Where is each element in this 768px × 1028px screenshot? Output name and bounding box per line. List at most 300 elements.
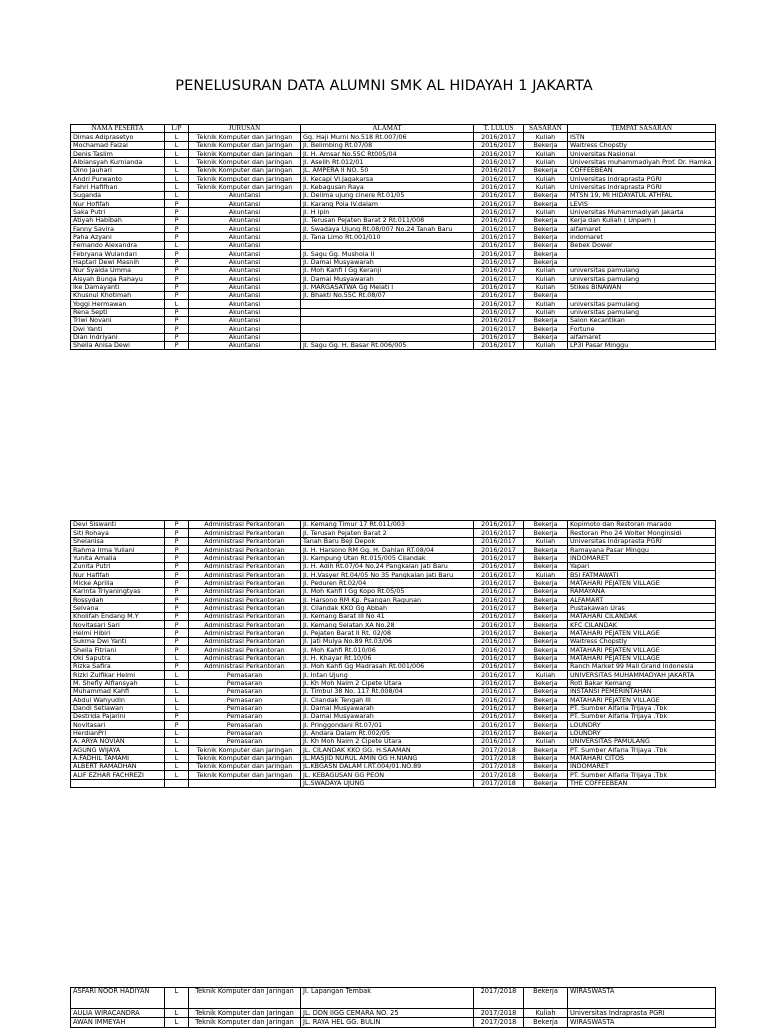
- cell-nama: Fahri Hafifhan: [71, 183, 165, 191]
- cell-tahun-lulus: 2016/2017: [474, 654, 524, 662]
- cell-sasaran: Bekerja: [524, 629, 568, 637]
- table-row: [71, 646, 716, 654]
- cell-lp: P: [165, 275, 189, 283]
- cell-nama: Nur Hofifah: [71, 200, 165, 208]
- cell-nama: Sheila Fitriani: [71, 646, 165, 654]
- cell-lp: P: [165, 325, 189, 333]
- cell-tahun-lulus: 2016/2017: [474, 141, 524, 149]
- cell-jurusan: Akuntansi: [189, 333, 301, 341]
- alumni-table-2: [70, 520, 716, 788]
- cell-tempat-sasaran: Stikes BINAWAN: [568, 283, 716, 291]
- cell-sasaran: Kuliah: [524, 208, 568, 216]
- cell-tahun-lulus: 2016/2017: [474, 571, 524, 579]
- cell-alamat: [301, 333, 474, 341]
- cell-tempat-sasaran: PT. Sumber Alfaria Trijaya .Tbk: [568, 771, 716, 779]
- cell-jurusan: Akuntansi: [189, 216, 301, 224]
- cell-sasaran: Kuliah: [524, 266, 568, 274]
- alumni-table-1: [70, 124, 716, 350]
- cell-tempat-sasaran: INDOMARET: [568, 554, 716, 562]
- cell-alamat: Jl. Lapangan Tembak: [301, 988, 474, 1009]
- cell-tahun-lulus: 2016/2017: [474, 325, 524, 333]
- cell-tempat-sasaran: alfamaret: [568, 333, 716, 341]
- cell-tahun-lulus: 2016/2017: [474, 200, 524, 208]
- table-row: [71, 250, 716, 258]
- cell-tahun-lulus: 2017/2018: [474, 1018, 524, 1027]
- cell-sasaran: Bekerja: [524, 166, 568, 174]
- cell-lp: P: [165, 200, 189, 208]
- cell-alamat: [301, 316, 474, 324]
- cell-jurusan: Teknik Komputer dan Jaringan: [189, 183, 301, 191]
- table-row: [71, 737, 716, 745]
- cell-lp: L: [165, 696, 189, 704]
- cell-alamat: JL. RAYA HEL GG. BULIN: [301, 1018, 474, 1027]
- cell-lp: P: [165, 225, 189, 233]
- table-row: [71, 266, 716, 274]
- cell-nama: Dian Indriyani: [71, 333, 165, 341]
- cell-lp: P: [165, 612, 189, 620]
- cell-tahun-lulus: 2016/2017: [474, 729, 524, 737]
- cell-alamat: Jl. Kemang Selatan XA No.28: [301, 621, 474, 629]
- cell-tempat-sasaran: WIRASWASTA: [568, 1018, 716, 1027]
- cell-nama: Karinta Triyaningtyas: [71, 587, 165, 595]
- cell-alamat: Jl. Sagu Gg. Mushola II: [301, 250, 474, 258]
- cell-nama: Mochamad Faizal: [71, 141, 165, 149]
- cell-jurusan: Administrasi Perkantoran: [189, 529, 301, 537]
- cell-tempat-sasaran: Universitas Nasional: [568, 150, 716, 158]
- cell-lp: P: [165, 233, 189, 241]
- cell-alamat: [301, 325, 474, 333]
- cell-tahun-lulus: 2016/2017: [474, 250, 524, 258]
- table-row: [71, 241, 716, 249]
- cell-alamat: JL. AMPERA II NO. 50: [301, 166, 474, 174]
- cell-alamat: Jl. Andara Dalam Rt.002/05: [301, 729, 474, 737]
- cell-alamat: Jl. Tana Limo Rt.001/010: [301, 233, 474, 241]
- cell-jurusan: Administrasi Perkantoran: [189, 629, 301, 637]
- cell-lp: L: [165, 241, 189, 249]
- header-lp: L/P: [165, 125, 189, 133]
- cell-jurusan: Administrasi Perkantoran: [189, 587, 301, 595]
- cell-tahun-lulus: 2017/2018: [474, 746, 524, 754]
- cell-tahun-lulus: 2016/2017: [474, 175, 524, 183]
- table-row: [71, 612, 716, 620]
- cell-jurusan: Pemasaran: [189, 696, 301, 704]
- cell-lp: P: [165, 571, 189, 579]
- table-row: [71, 150, 716, 158]
- cell-alamat: Jl. Timbul 38 No. 117 Rt.008/04: [301, 687, 474, 695]
- cell-sasaran: Bekerja: [524, 1018, 568, 1027]
- cell-alamat: Jl. Kh Moh Naim 2 Cipete Utara: [301, 737, 474, 745]
- cell-lp: L: [165, 183, 189, 191]
- cell-sasaran: Kuliah: [524, 158, 568, 166]
- cell-nama: Destrida Pajarini: [71, 712, 165, 720]
- cell-alamat: Jl. Damai Musyawarah: [301, 712, 474, 720]
- cell-tahun-lulus: 2016/2017: [474, 554, 524, 562]
- cell-tempat-sasaran: Universitas Indraprasta PGRI: [568, 183, 716, 191]
- cell-lp: L: [165, 166, 189, 174]
- cell-lp: P: [165, 529, 189, 537]
- cell-sasaran: Bekerja: [524, 596, 568, 604]
- cell-jurusan: Akuntansi: [189, 341, 301, 349]
- cell-nama: Rizki Zulfikar Helmi: [71, 671, 165, 679]
- cell-sasaran: Bekerja: [524, 241, 568, 249]
- cell-nama: Nur Hafifah: [71, 571, 165, 579]
- cell-sasaran: Kuliah: [524, 275, 568, 283]
- cell-lp: P: [165, 341, 189, 349]
- cell-tahun-lulus: 2016/2017: [474, 587, 524, 595]
- cell-lp: L: [165, 191, 189, 199]
- cell-lp: P: [165, 712, 189, 720]
- cell-tempat-sasaran: WIRASWASTA: [568, 988, 716, 1009]
- header-alamat: ALAMAT: [301, 125, 474, 133]
- cell-nama: Yunita Amalia: [71, 554, 165, 562]
- cell-jurusan: Pemasaran: [189, 737, 301, 745]
- table-row: [71, 208, 716, 216]
- cell-sasaran: Bekerja: [524, 291, 568, 299]
- cell-alamat: Jl. Kebagusan Raya: [301, 183, 474, 191]
- table-row: [71, 529, 716, 537]
- cell-jurusan: Teknik Komputer dan Jaringan: [189, 141, 301, 149]
- table-row: [71, 662, 716, 670]
- cell-nama: Helmi Hibiri: [71, 629, 165, 637]
- cell-sasaran: Bekerja: [524, 762, 568, 770]
- cell-lp: P: [165, 721, 189, 729]
- cell-tempat-sasaran: PT. Sumber Alfaria Trijaya .Tbk: [568, 704, 716, 712]
- table-row: [71, 216, 716, 224]
- cell-tempat-sasaran: PT. Sumber Alfaria Trijaya .Tbk: [568, 746, 716, 754]
- cell-tempat-sasaran: Pustakawan Uras: [568, 604, 716, 612]
- cell-tahun-lulus: 2016/2017: [474, 291, 524, 299]
- cell-lp: L: [165, 150, 189, 158]
- cell-sasaran: Bekerja: [524, 141, 568, 149]
- cell-sasaran: Bekerja: [524, 191, 568, 199]
- cell-alamat: Jl. Damai Musyawarah: [301, 258, 474, 266]
- cell-tahun-lulus: 2016/2017: [474, 266, 524, 274]
- cell-sasaran: Bekerja: [524, 562, 568, 570]
- cell-lp: L: [165, 1009, 189, 1018]
- cell-tempat-sasaran: Universitas Indraprasta PGRI: [568, 537, 716, 545]
- cell-nama: Nur Syaida Umma: [71, 266, 165, 274]
- cell-nama: Haptari Dewi Masnih: [71, 258, 165, 266]
- cell-alamat: Jl. Swadaya Ujung Rt.08/007 No.24 Tanah Baru: [301, 225, 474, 233]
- cell-lp: P: [165, 266, 189, 274]
- cell-lp: P: [165, 316, 189, 324]
- cell-tempat-sasaran: LEVIS: [568, 200, 716, 208]
- cell-tahun-lulus: 2016/2017: [474, 283, 524, 291]
- cell-tahun-lulus: 2016/2017: [474, 166, 524, 174]
- cell-sasaran: Kuliah: [524, 537, 568, 545]
- cell-alamat: Jl. Moh Kahfi Rt.010/06: [301, 646, 474, 654]
- cell-nama: Zunita Putri: [71, 562, 165, 570]
- table-row: [71, 275, 716, 283]
- cell-nama: Triwi Novani: [71, 316, 165, 324]
- cell-lp: L: [165, 704, 189, 712]
- table-row: [71, 537, 716, 545]
- cell-lp: L: [165, 771, 189, 779]
- cell-jurusan: Administrasi Perkantoran: [189, 654, 301, 662]
- cell-tempat-sasaran: MATAHARI CITOS: [568, 754, 716, 762]
- cell-tahun-lulus: 2016/2017: [474, 604, 524, 612]
- cell-tempat-sasaran: alfamaret: [568, 225, 716, 233]
- cell-alamat: Tanah Baru Beji Depok: [301, 537, 474, 545]
- cell-jurusan: Akuntansi: [189, 233, 301, 241]
- cell-sasaran: Bekerja: [524, 754, 568, 762]
- cell-nama: Rahma Irma Yuliani: [71, 546, 165, 554]
- cell-tempat-sasaran: UNIVERSITAS MUHAMMADYAH JAKARTA: [568, 671, 716, 679]
- cell-jurusan: Administrasi Perkantoran: [189, 537, 301, 545]
- cell-tempat-sasaran: Roti Bakar Kemang: [568, 679, 716, 687]
- cell-sasaran: Bekerja: [524, 696, 568, 704]
- cell-tempat-sasaran: ALFAMART: [568, 596, 716, 604]
- cell-lp: P: [165, 250, 189, 258]
- table-row: [71, 771, 716, 779]
- table-row: [71, 696, 716, 704]
- table-row: [71, 654, 716, 662]
- cell-tempat-sasaran: Universitas Indraprasta PGRI: [568, 1009, 716, 1018]
- cell-alamat: Jl. Moh Kahfi I Gg Kopo Rt.05/05: [301, 587, 474, 595]
- cell-alamat: Jl. Kecapi Vl.Jagakarsa: [301, 175, 474, 183]
- cell-alamat: [301, 300, 474, 308]
- table-row: [71, 1009, 716, 1018]
- cell-tahun-lulus: 2017/2018: [474, 771, 524, 779]
- cell-jurusan: Akuntansi: [189, 200, 301, 208]
- table-row: [71, 604, 716, 612]
- cell-tempat-sasaran: Universitas Muhammadiyah Jakarta: [568, 208, 716, 216]
- cell-nama: Dino Jauhari: [71, 166, 165, 174]
- cell-alamat: Jl. Sagu Gg. H. Basar Rt.006/005: [301, 341, 474, 349]
- cell-sasaran: Bekerja: [524, 746, 568, 754]
- cell-tahun-lulus: 2016/2017: [474, 521, 524, 529]
- cell-sasaran: Bekerja: [524, 687, 568, 695]
- cell-sasaran: Bekerja: [524, 529, 568, 537]
- cell-sasaran: Bekerja: [524, 712, 568, 720]
- cell-jurusan: Administrasi Perkantoran: [189, 562, 301, 570]
- cell-tempat-sasaran: PT. Sumber Alfaria Trijaya .Tbk: [568, 712, 716, 720]
- cell-tempat-sasaran: Universitas muhammadiyah Prof. Dr. Hamka: [568, 158, 716, 166]
- cell-jurusan: Teknik Komputer dan Jaringan: [189, 754, 301, 762]
- header-jurusan: JURUSAN: [189, 125, 301, 133]
- cell-jurusan: Administrasi Perkantoran: [189, 521, 301, 529]
- cell-alamat: Jl. Karang Pola IV.dalam: [301, 200, 474, 208]
- cell-jurusan: Pemasaran: [189, 721, 301, 729]
- cell-tempat-sasaran: Kerja dan Kuliah ( Unpam ): [568, 216, 716, 224]
- cell-tahun-lulus: 2016/2017: [474, 671, 524, 679]
- cell-alamat: JL.MASJID NURUL AMIN GG H.NIANG: [301, 754, 474, 762]
- cell-alamat: Jl. Kemang Timur 17 Rt.011/003: [301, 521, 474, 529]
- cell-lp: P: [165, 646, 189, 654]
- table-row: [71, 671, 716, 679]
- table-row: [71, 133, 716, 141]
- table-row: [71, 779, 716, 787]
- cell-lp: P: [165, 554, 189, 562]
- cell-sasaran: Bekerja: [524, 250, 568, 258]
- cell-tempat-sasaran: ISTN: [568, 133, 716, 141]
- cell-jurusan: Pemasaran: [189, 687, 301, 695]
- cell-alamat: Jl. Kampung Utan Rt.015/005 Cilandak: [301, 554, 474, 562]
- cell-nama: Oki Saputra: [71, 654, 165, 662]
- cell-alamat: Jl. Moh Kahfi Gg Madrasah Rt.001/006: [301, 662, 474, 670]
- cell-sasaran: Kuliah: [524, 671, 568, 679]
- cell-lp: P: [165, 604, 189, 612]
- cell-tempat-sasaran: Salon Kecantikan: [568, 316, 716, 324]
- cell-alamat: Jl. Harsono RM Kp. Psangan Ragunan: [301, 596, 474, 604]
- cell-tahun-lulus: 2016/2017: [474, 158, 524, 166]
- cell-sasaran: Bekerja: [524, 646, 568, 654]
- cell-alamat: Jl. Damai Musyawarah: [301, 275, 474, 283]
- cell-jurusan: Akuntansi: [189, 283, 301, 291]
- cell-tahun-lulus: 2016/2017: [474, 529, 524, 537]
- table-body: [71, 521, 716, 788]
- cell-tahun-lulus: 2016/2017: [474, 612, 524, 620]
- cell-sasaran: Bekerja: [524, 612, 568, 620]
- cell-nama: Andri Purwanto: [71, 175, 165, 183]
- cell-tempat-sasaran: LOUNDRY: [568, 721, 716, 729]
- cell-nama: A.FADHIL TAMAMI: [71, 754, 165, 762]
- cell-jurusan: Administrasi Perkantoran: [189, 646, 301, 654]
- cell-tempat-sasaran: Bebek Dower: [568, 241, 716, 249]
- cell-nama: Fernando Alexandra: [71, 241, 165, 249]
- cell-lp: L: [165, 133, 189, 141]
- table-row: [71, 754, 716, 762]
- cell-nama: ASFARI NOOR HADIYAN: [71, 988, 165, 1009]
- cell-nama: Dwi Yanti: [71, 325, 165, 333]
- cell-sasaran: Kuliah: [524, 300, 568, 308]
- cell-tempat-sasaran: COFFEEBEAN: [568, 166, 716, 174]
- header-sasaran: SASARAN: [524, 125, 568, 133]
- table-row: [71, 729, 716, 737]
- cell-tempat-sasaran: Fortune: [568, 325, 716, 333]
- cell-sasaran: Kuliah: [524, 737, 568, 745]
- table-row: [71, 1018, 716, 1027]
- table-row: [71, 325, 716, 333]
- cell-nama: [71, 779, 165, 787]
- cell-lp: P: [165, 637, 189, 645]
- cell-alamat: JL.KBGASN DALAM I.RT.004/01.NO.89: [301, 762, 474, 770]
- cell-tempat-sasaran: MTSN 19, MI HIDAYATUL ATHFAL: [568, 191, 716, 199]
- cell-lp: L: [165, 654, 189, 662]
- cell-jurusan: Akuntansi: [189, 191, 301, 199]
- header-tahun-lulus: T. LULUS: [474, 125, 524, 133]
- cell-sasaran: Bekerja: [524, 587, 568, 595]
- cell-sasaran: Kuliah: [524, 283, 568, 291]
- cell-jurusan: Teknik Komputer dan Jaringan: [189, 746, 301, 754]
- cell-tempat-sasaran: MATAHARI PEJATEN VILLAGE: [568, 696, 716, 704]
- cell-sasaran: Bekerja: [524, 729, 568, 737]
- cell-nama: AGUNG WIJAYA: [71, 746, 165, 754]
- cell-tahun-lulus: 2016/2017: [474, 737, 524, 745]
- table-row: [71, 571, 716, 579]
- cell-jurusan: Administrasi Perkantoran: [189, 612, 301, 620]
- table-row: [71, 225, 716, 233]
- cell-sasaran: Bekerja: [524, 554, 568, 562]
- table-row: [71, 183, 716, 191]
- cell-lp: P: [165, 208, 189, 216]
- table-row: [71, 746, 716, 754]
- cell-tahun-lulus: 2016/2017: [474, 687, 524, 695]
- cell-tempat-sasaran: INDOMARET: [568, 762, 716, 770]
- cell-nama: AWAN IMMEYAH: [71, 1018, 165, 1027]
- table-row: [71, 200, 716, 208]
- cell-jurusan: Akuntansi: [189, 300, 301, 308]
- table-row: [71, 141, 716, 149]
- cell-nama: Shelanisa: [71, 537, 165, 545]
- cell-jurusan: Administrasi Perkantoran: [189, 662, 301, 670]
- cell-jurusan: Akuntansi: [189, 275, 301, 283]
- cell-lp: P: [165, 596, 189, 604]
- table-row: [71, 762, 716, 770]
- cell-tahun-lulus: 2017/2018: [474, 762, 524, 770]
- table-row: [71, 704, 716, 712]
- cell-tempat-sasaran: universitas pamulang: [568, 275, 716, 283]
- cell-lp: L: [165, 729, 189, 737]
- table-body: [71, 133, 716, 350]
- cell-nama: Aisyah Bunga Rahayu: [71, 275, 165, 283]
- cell-jurusan: Teknik Komputer dan Jaringan: [189, 158, 301, 166]
- cell-tempat-sasaran: [568, 258, 716, 266]
- cell-alamat: Jl. Cilandak Tengah III: [301, 696, 474, 704]
- cell-sasaran: Kuliah: [524, 341, 568, 349]
- cell-nama: Yoggi Hermawan: [71, 300, 165, 308]
- cell-lp: L: [165, 300, 189, 308]
- cell-lp: L: [165, 158, 189, 166]
- table-row: [71, 637, 716, 645]
- table-row: [71, 158, 716, 166]
- cell-jurusan: Teknik Komputer dan Jaringan: [189, 771, 301, 779]
- cell-alamat: Jl. H. Adih Rt.07/04 No.24 Pangkalan Jati Baru: [301, 562, 474, 570]
- cell-tahun-lulus: 2016/2017: [474, 646, 524, 654]
- cell-tahun-lulus: 2016/2017: [474, 275, 524, 283]
- cell-tempat-sasaran: [568, 291, 716, 299]
- cell-jurusan: Administrasi Perkantoran: [189, 546, 301, 554]
- cell-jurusan: Teknik Komputer dan Jaringan: [189, 988, 301, 1009]
- cell-tahun-lulus: 2016/2017: [474, 341, 524, 349]
- cell-lp: P: [165, 621, 189, 629]
- cell-jurusan: Akuntansi: [189, 208, 301, 216]
- cell-alamat: Jl. Pejaten Barat II Rt. 02/08: [301, 629, 474, 637]
- cell-jurusan: Akuntansi: [189, 225, 301, 233]
- table-row: [71, 621, 716, 629]
- cell-tahun-lulus: 2016/2017: [474, 300, 524, 308]
- cell-lp: L: [165, 671, 189, 679]
- table-row: [71, 712, 716, 720]
- cell-nama: Rena Septi: [71, 308, 165, 316]
- cell-tahun-lulus: 2016/2017: [474, 216, 524, 224]
- cell-tahun-lulus: 2016/2017: [474, 316, 524, 324]
- cell-sasaran: Bekerja: [524, 637, 568, 645]
- cell-alamat: [301, 241, 474, 249]
- cell-tahun-lulus: 2016/2017: [474, 696, 524, 704]
- cell-alamat: Jl. Terusan Pejaten Barat 2: [301, 529, 474, 537]
- cell-jurusan: Pemasaran: [189, 704, 301, 712]
- cell-tempat-sasaran: MATAHARI PEJATEN VILLAGE: [568, 629, 716, 637]
- cell-lp: P: [165, 629, 189, 637]
- cell-lp: P: [165, 521, 189, 529]
- cell-tahun-lulus: 2016/2017: [474, 191, 524, 199]
- cell-tempat-sasaran: RAMAYANA: [568, 587, 716, 595]
- cell-nama: Fanny Savira: [71, 225, 165, 233]
- table-row: [71, 546, 716, 554]
- cell-sasaran: Bekerja: [524, 662, 568, 670]
- cell-nama: Abdul Wahyudin: [71, 696, 165, 704]
- cell-lp: L: [165, 988, 189, 1009]
- cell-jurusan: [189, 779, 301, 787]
- cell-jurusan: Administrasi Perkantoran: [189, 637, 301, 645]
- cell-jurusan: Administrasi Perkantoran: [189, 621, 301, 629]
- table-row: [71, 562, 716, 570]
- table-row: [71, 283, 716, 291]
- cell-lp: L: [165, 762, 189, 770]
- cell-nama: Sheila Anisa Dewi: [71, 341, 165, 349]
- cell-alamat: JL. DDN IIGG CEMARA NO. 25: [301, 1009, 474, 1018]
